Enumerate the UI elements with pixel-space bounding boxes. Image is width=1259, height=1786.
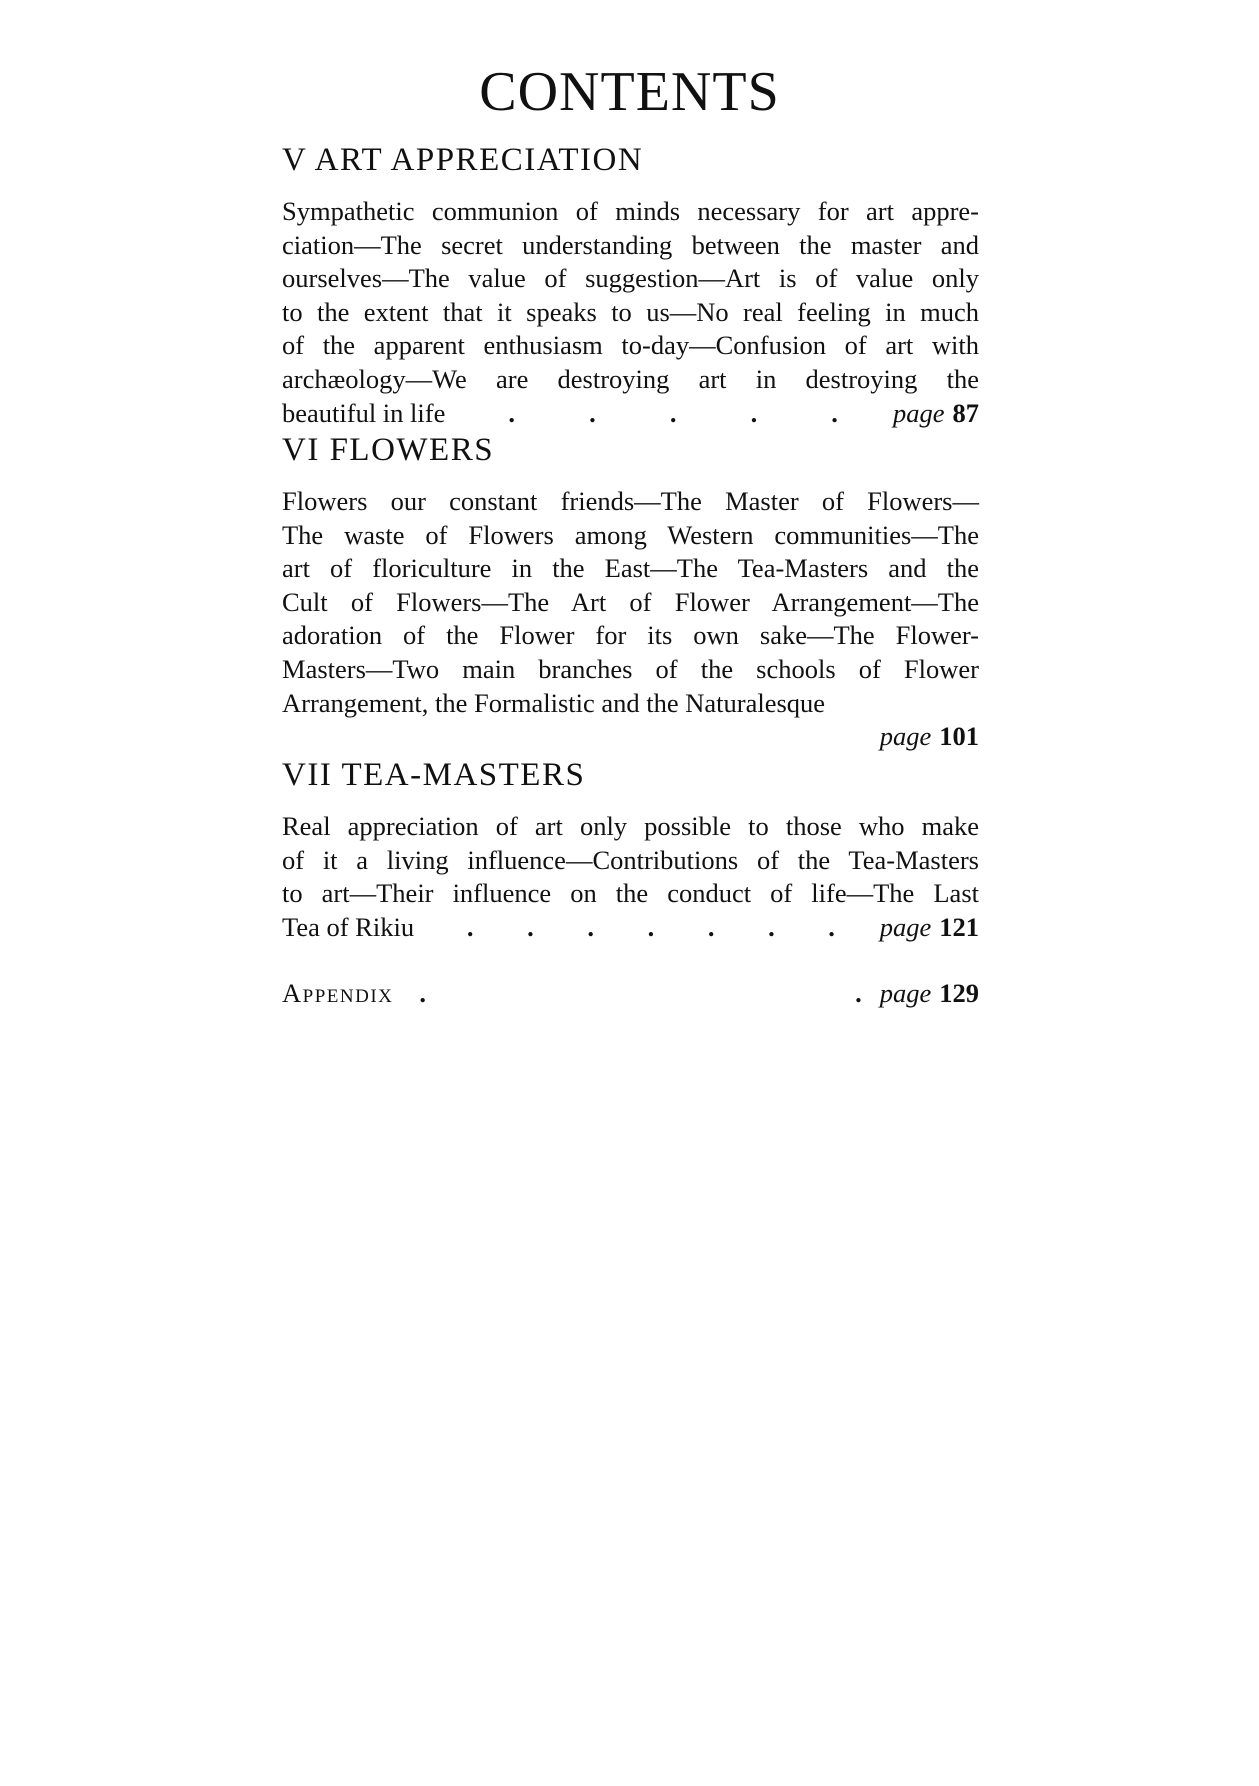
toc-entry-row [282,397,979,431]
summary-line: Cult of Flowers—The Art of Flower Arrangement—The [282,586,979,617]
section-summary [282,810,979,911]
summary-last-line: beautiful in life [282,397,446,428]
section-heading: V ART APPRECIATION [282,142,644,178]
summary-last-line: Arrangement, the Formalistic and the Naturalesque [282,687,826,718]
page-number: 101 [939,721,979,752]
page-number: 129 [939,978,979,1008]
page-reference[interactable] [893,397,979,431]
summary-line: to art—Their influence on the conduct of life—The Last [282,878,979,909]
page-reference[interactable] [880,911,979,945]
section-flowers [282,430,979,754]
toc-entry-row [282,977,979,1011]
summary-line: The waste of Flowers among Western communities—The [282,519,979,550]
page-reference[interactable] [880,977,979,1011]
section-art-appreciation [282,140,979,430]
page-label: page [879,721,932,752]
dot-leader: . . . . . . . [466,911,835,942]
page-number: 87 [952,397,979,428]
dot-leader: . . . . . [508,397,838,428]
summary-line: of it a living influence—Contributions of the Tea-Masters [282,844,979,875]
page-number: 121 [939,911,979,942]
page-label: page [892,397,945,428]
section-summary [282,485,979,720]
summary-line: ourselves—The value of suggestion—Art is of value only [282,263,979,294]
page-label: page [879,978,932,1008]
section-heading: VI FLOWERS [282,432,495,468]
summary-line: of the apparent enthusiasm to-day—Confusion of art with [282,330,979,361]
summary-line: art of floriculture in the East—The Tea-Masters and the [282,553,979,584]
page-reference[interactable] [282,720,979,754]
summary-line: archæology—We are destroying art in destroying the [282,363,979,394]
toc-entry-row [282,911,979,945]
section-summary [282,195,979,397]
page-title: CONTENTS [479,61,780,123]
summary-line: adoration of the Flower for its own sake—The Flower- [282,620,979,651]
appendix-entry [282,977,979,1011]
dot-leader: . . [419,978,862,1008]
summary-last-line: Tea of Rikiu [282,911,415,942]
summary-line: Real appreciation of art only possible to those who make [282,811,979,841]
summary-line: Flowers our constant friends—The Master of Flowers— [282,486,979,516]
summary-line: to the extent that it speaks to us—No real feeling in much [282,296,979,327]
appendix-label: Appendix [282,978,394,1008]
page-label: page [879,911,932,942]
summary-line: ciation—The secret understanding between the master and [282,229,979,260]
section-heading: VII TEA-MASTERS [282,757,586,793]
summary-line: Sympathetic communion of minds necessary for art appre- [282,196,979,226]
summary-line: Masters—Two main branches of the schools of Flower [282,653,979,684]
section-tea-masters [282,755,979,944]
